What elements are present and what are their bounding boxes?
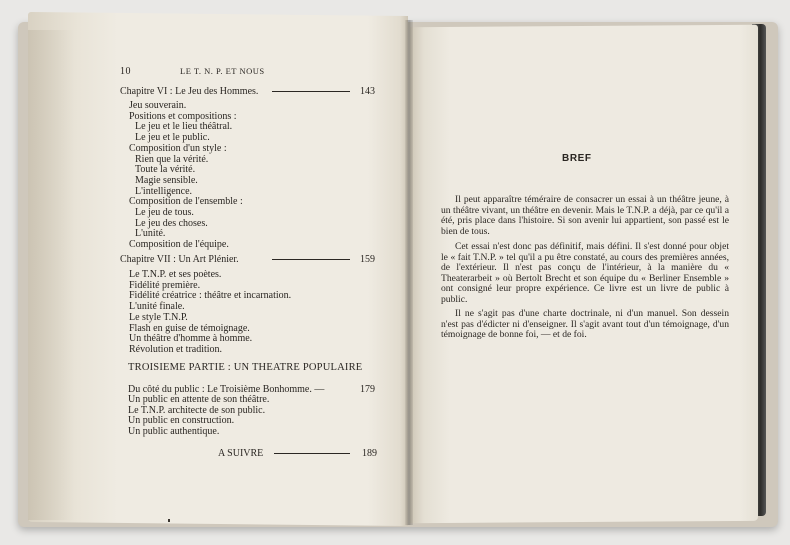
toc-item: Un public en attente de son théâtre. (128, 394, 270, 405)
paragraph-3: Il ne s'agit pas d'une charte doctrinale, ni d'un manuel. Son dessein n'est pas d'édicter ni d'enseigner. Il s'agit avant tout d'un témoignage, d'un témoignage de bonne foi, — et de foi. (441, 308, 729, 341)
toc-item: Rien que la vérité. (135, 153, 209, 165)
toc-item: Le jeu des choses. (135, 217, 208, 229)
toc-item: Un public authentique. (128, 426, 220, 438)
running-head-title: LE T. N. P. ET NOUS (180, 66, 265, 76)
toc-item: L'unité finale. (129, 301, 185, 313)
toc-item: Révolution et tradition. (129, 343, 223, 355)
part-3-heading: TROISIEME PARTIE : UN THEATRE POPULAIRE (128, 362, 363, 373)
chapter-7-label: Chapitre VII : Un Art Plénier. (120, 254, 239, 265)
part-3-chapter-label: Du côté du public : Le Troisième Bonhomme. — (128, 384, 325, 395)
left-page-fold (28, 30, 74, 520)
toc-item: Le jeu de tous. (135, 207, 194, 219)
chapter-7-page: 159 (360, 254, 375, 265)
toc-item: Le style T.N.P. (129, 311, 188, 323)
toc-item: Un public en construction. (128, 415, 235, 427)
toc-item: Le T.N.P. architecte de son public. (128, 404, 266, 416)
toc-item: Un théâtre d'homme à homme. (129, 333, 253, 345)
toc-item: L'unité. (135, 228, 166, 240)
a-suivre-label: A SUIVRE (218, 448, 264, 459)
toc-item: Positions et compositions : (129, 110, 237, 122)
paragraph-2: Cet essai n'est donc pas définitif, mais défini. Il s'est donné pour objet le « fait T.N.P. » tel qu'il a pu être constaté, au cours des premières années, de l'extérieur. Il n'est pas conçu de l'intérieur, à la manière du « Theaterarbeit » où Bertolt Brecht et son équipe du « Berliner Ensemble » ont consigné leur propre expérience. Ce livre est un livre de public à public. (441, 241, 729, 305)
part-3-items (128, 395, 269, 438)
toc-item: Flash en guise de témoignage. (129, 322, 250, 334)
part-3-chapter-page: 179 (360, 384, 375, 395)
book-gutter (405, 20, 413, 525)
toc-item: Composition de l'ensemble : (129, 196, 243, 208)
leader-rule (272, 259, 350, 260)
toc-item: Composition de l'équipe. (129, 239, 229, 251)
toc-item: Le jeu et le lieu théâtral. (135, 121, 233, 133)
a-suivre (218, 448, 377, 459)
toc-item: Fidélité première. (129, 279, 201, 291)
toc-item: Le T.N.P. et ses poètes. (129, 269, 222, 280)
paragraph-1: Il peut apparaître téméraire de consacrer un essai à un théâtre jeune, à un théâtre vivant, un théâtre en devenir. Mais le T.N.P. a déjà, par ce qu'il a été, pris place dans l'histoire. Si son avenir lui appartient, son passé est le bien de tous. (441, 194, 729, 237)
toc-item: Magie sensible. (135, 174, 198, 186)
toc-item: Toute la vérité. (135, 164, 196, 176)
right-page-title: BREF (562, 153, 592, 164)
page-number: 10 (120, 66, 131, 77)
a-suivre-page: 189 (362, 448, 377, 459)
toc-item: Jeu souverain. (129, 100, 187, 111)
leader-rule (272, 91, 350, 92)
toc-item: L'intelligence. (135, 185, 193, 197)
chapter-7-items (129, 270, 291, 356)
toc-item: Composition d'un style : (129, 142, 227, 154)
chapter-6-label: Chapitre VI : Le Jeu des Hommes. (120, 86, 259, 97)
leader-rule (274, 453, 350, 454)
toc-item: Le jeu et le public. (135, 132, 210, 144)
page-mark (168, 519, 170, 522)
chapter-6-page: 143 (360, 86, 375, 97)
chapter-6-items (129, 101, 243, 251)
toc-item: Fidélité créatrice : théâtre et incarnation. (129, 290, 292, 302)
